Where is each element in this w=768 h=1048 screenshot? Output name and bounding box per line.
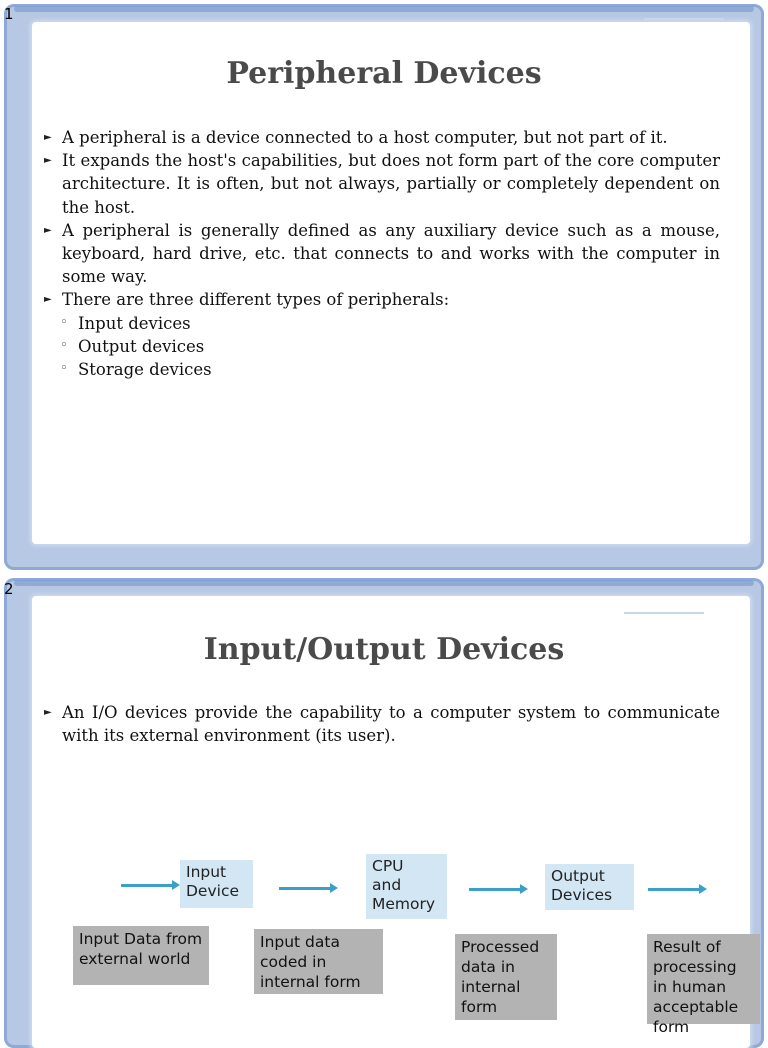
right-arrow-icon xyxy=(279,887,331,890)
cpu-memory-box: CPU and Memory xyxy=(366,854,447,919)
slide-body xyxy=(44,126,720,381)
note-box: Input Data from external world xyxy=(73,926,209,985)
note-box: Input data coded in internal form xyxy=(254,929,383,994)
bullet-item: ► A peripheral is a device connected to a host computer, but not part of it. xyxy=(44,126,720,149)
triangle-bullet-icon: ► xyxy=(44,132,52,143)
bullet-item: ► There are three different types of peripherals: xyxy=(44,288,720,311)
circle-bullet-icon: ◦ xyxy=(60,337,68,353)
bullet-item: ► It expands the host's capabilities, but does not form part of the core computer architecture. It is often, but not always, partially or completely dependent on the host. xyxy=(44,151,720,217)
bullet-item: ► A peripheral is generally defined as any auxiliary device such as a mouse, keyboard, hard drive, etc. that connects to and works with the computer in some way. xyxy=(44,220,720,287)
slide-title: Input/Output Devices xyxy=(203,632,565,667)
input-device-box: Input Device xyxy=(180,860,253,908)
frame-edge-line xyxy=(644,18,724,20)
frame-edge-line xyxy=(624,612,704,614)
slide-number: 1 xyxy=(4,5,14,23)
slide-2 xyxy=(0,575,768,1036)
bullet-item: ► An I/O devices provide the capability to a computer system to communicate with its external environment (its user). xyxy=(44,703,720,746)
frame-edge xyxy=(14,6,754,12)
triangle-bullet-icon: ► xyxy=(44,224,52,236)
note-box: Result of processing in human acceptable form xyxy=(647,934,760,1024)
sub-bullet-item: ◦ Storage devices xyxy=(44,358,720,381)
circle-bullet-icon: ◦ xyxy=(60,314,68,330)
triangle-bullet-icon: ► xyxy=(44,155,52,167)
sub-bullet-item: ◦ Output devices xyxy=(44,335,720,358)
triangle-bullet-icon: ► xyxy=(44,707,52,718)
slide-title: Peripheral Devices xyxy=(226,56,542,91)
right-arrow-icon xyxy=(648,888,700,891)
frame-edge xyxy=(14,580,754,586)
output-devices-box: Output Devices xyxy=(545,864,634,910)
right-arrow-icon xyxy=(469,888,521,891)
sub-bullet-item: ◦ Input devices xyxy=(44,312,720,335)
circle-bullet-icon: ◦ xyxy=(60,361,68,377)
triangle-bullet-icon: ► xyxy=(44,294,52,306)
note-box: Processed data in internal form xyxy=(455,934,557,1020)
slide-body xyxy=(44,701,720,747)
right-arrow-icon xyxy=(121,884,173,887)
slide-number: 2 xyxy=(4,580,14,598)
